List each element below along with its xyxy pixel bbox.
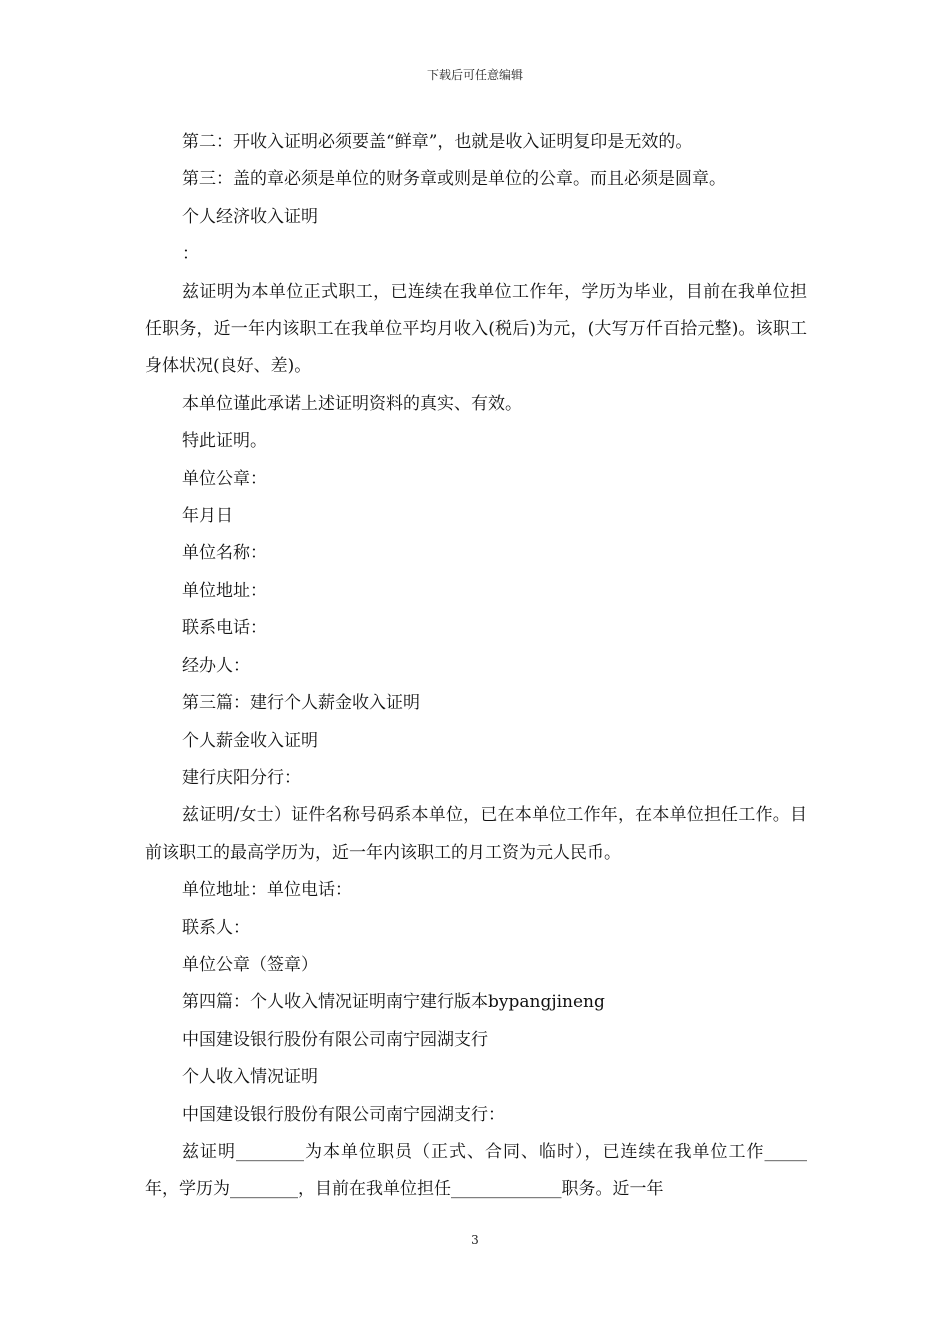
date-line: 年月日 xyxy=(182,506,233,527)
bank-branch-line: 中国建设银行股份有限公司南宁园湖支行 xyxy=(182,1029,488,1050)
chapter-four-title: 第四篇：个人收入情况证明南宁建行版本bypangjineng xyxy=(182,992,605,1013)
unit-name-line: 单位名称： xyxy=(182,543,267,564)
bank-branch-salutation: 中国建设银行股份有限公司南宁园湖支行： xyxy=(182,1104,505,1125)
address-phone-line: 单位地址：单位电话： xyxy=(182,880,352,901)
chapter-three-title: 第三篇：建行个人薪金收入证明 xyxy=(182,693,420,714)
salary-certificate-body: 兹证明/女士）证件名称号码系本单位，已在本单位工作年，在本单位担任工作。目前该职工的最高学历为，近一年内该职工的月工资为元人民币。 xyxy=(145,805,807,863)
handler-line: 经办人： xyxy=(182,655,250,676)
income-status-body: 兹证明________为本单位职员（正式、合同、临时），已连续在我单位工作_____年，学历为________，目前在我单位担任_____________职务。近一年 xyxy=(145,1141,807,1200)
bank-salutation: 建行庆阳分行： xyxy=(182,767,301,788)
salary-certificate-title: 个人薪金收入证明 xyxy=(182,730,318,751)
income-status-title: 个人收入情况证明 xyxy=(182,1067,318,1088)
page-header: 下载后可任意编辑 xyxy=(426,68,523,82)
closing-line: 特此证明。 xyxy=(182,431,267,452)
phone-line: 联系电话： xyxy=(182,618,267,639)
certificate-body: 兹证明为本单位正式职工，已连续在我单位工作年，学历为毕业，目前在我单位担任职务，近一年内该职工在我单位平均月收入(税后)为元，(大写万仟百拾元整)。该职工身体状况(良好、差)。 xyxy=(145,281,807,377)
paragraph-item-2: 第二：开收入证明必须要盖“鲜章”，也就是收入证明复印是无效的。 xyxy=(182,132,693,152)
contact-line: 联系人： xyxy=(182,917,250,938)
section-title-income-certificate: 个人经济收入证明 xyxy=(182,206,318,227)
paragraph-item-3: 第三：盖的章必须是单位的财务章或则是单位的公章。而且必须是圆章。 xyxy=(182,169,726,190)
unit-address-line: 单位地址： xyxy=(182,580,267,601)
seal-line: 单位公章： xyxy=(182,468,267,489)
commitment-line: 本单位谨此承诺上述证明资料的真实、有效。 xyxy=(182,393,522,414)
salutation-line: ： xyxy=(182,244,199,265)
document-body xyxy=(145,124,807,1209)
seal-signature-line: 单位公章（签章） xyxy=(182,954,318,975)
page-number: 3 xyxy=(471,1233,479,1247)
